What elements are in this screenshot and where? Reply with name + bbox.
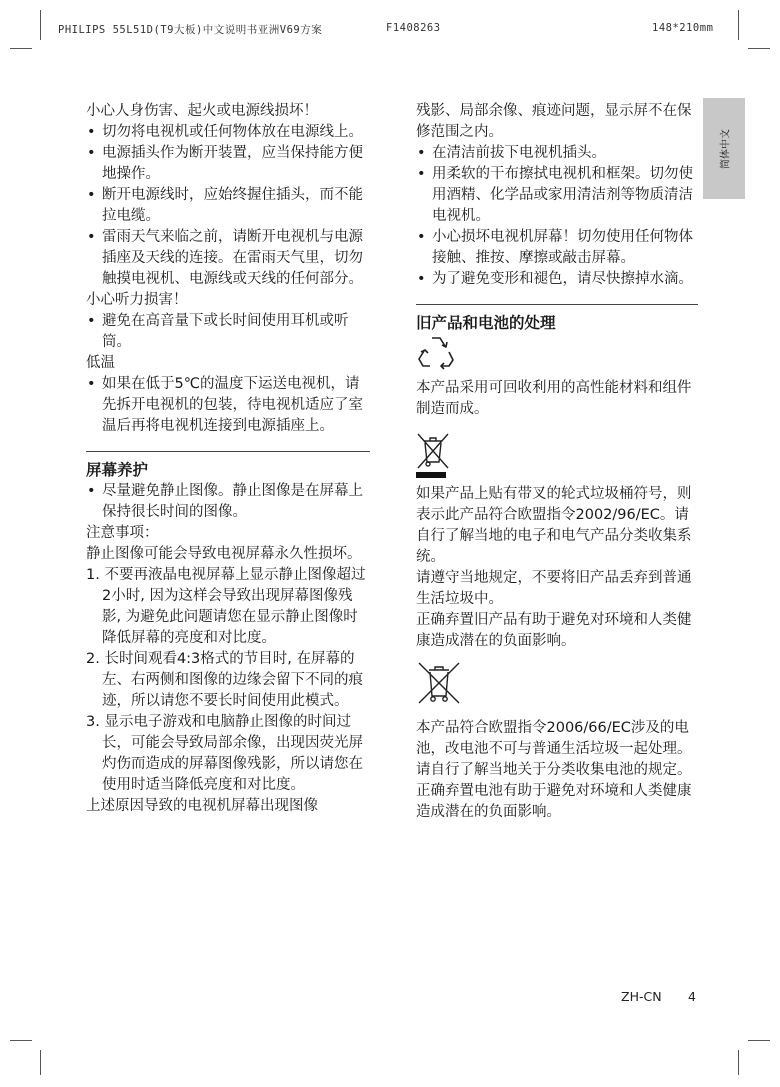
list-item: • 雷雨天气来临之前，请断开电视机与电源插座及天线的连接。在雷雨天气里，切勿触摸电视机、电源线或天线的任何部分。 — [86, 227, 370, 290]
crop-mark-bottom-left — [40, 1050, 41, 1075]
side-tab-label: 简体中文 — [720, 128, 732, 169]
crop-mark-bottom-right — [738, 1050, 739, 1075]
screen-care-heading: 屏幕养护 — [86, 461, 149, 479]
list-item: • 尽量避免静止图像。静止图像是在屏幕上保持很长时间的图像。 — [86, 481, 370, 523]
weee-text: 请遵守当地规定，不要将旧产品丢弃到普通生活垃圾中。 — [416, 570, 692, 607]
recycle-icon — [416, 334, 456, 370]
recycle-text: 本产品采用可回收利用的高性能材料和组件制造而成。 — [416, 380, 692, 417]
list-item: • 电源插头作为断开装置，应当保持能方便地操作。 — [86, 143, 370, 185]
crossed-bin-icon — [416, 432, 450, 478]
header-doc-title: PHILIPS 55L51D(T9大板)中文说明书亚洲V69方案 — [58, 24, 323, 36]
footer-language: ZH-CN — [621, 989, 662, 1004]
list-item: • 用柔软的干布擦拭电视机和框架。切勿使用酒精、化学品或家用清洁剂等物质清洁电视机。 — [416, 164, 698, 227]
note-title: 注意事项： — [86, 525, 159, 541]
battery-text: 本产品符合欧盟指令2006/66/EC涉及的电池，改电池不可与普通生活垃圾一起处理。 — [416, 720, 692, 757]
list-item: • 在清洁前拔下电视机插头。 — [416, 143, 698, 164]
section-divider — [416, 304, 698, 305]
weee-text: 如果产品上贴有带叉的轮式垃圾桶符号，则表示此产品符合欧盟指令2002/96/EC。请自行了解当地的电子和电气产品分类收集系统。 — [416, 486, 692, 565]
language-side-tab — [703, 98, 745, 199]
continuation-text: 残影、局部余像、痕迹问题，显示屏不在保修范围之内。 — [416, 103, 692, 140]
battery-bin-icon — [416, 660, 462, 706]
crop-mark-top-right — [738, 10, 739, 40]
section-divider — [86, 451, 370, 452]
crop-mark-right-upper — [748, 48, 770, 49]
list-item: • 断开电源线时，应始终握住插头，而不能拉电缆。 — [86, 185, 370, 227]
low-temp-title: 低温 — [86, 355, 115, 371]
crop-mark-right-lower — [748, 1040, 770, 1041]
header-code: F1408263 — [386, 22, 441, 34]
numbered-item: 2. 长时间观看4:3格式的节目时, 在屏幕的左、右两侧和图像的边缘会留下不同的痕迹，所以请您不要长时间使用此模式。 — [86, 651, 363, 709]
numbered-item: 3. 显示电子游戏和电脑静止图像的时间过长，可能会导致局部余像，出现因荧光屏灼伤而造成的屏幕图像残影，所以请您在使用时适当降低亮度和对比度。 — [86, 714, 363, 793]
numbered-item: 1. 不要再液晶电视屏幕上显示静止图像超过2小时, 因为这样会导致出现屏幕图像残影, 为避免此问题请您在显示静止图像时降低屏幕的亮度和对比度。 — [86, 567, 366, 646]
page-number: 4 — [688, 989, 696, 1004]
weee-text: 正确弃置旧产品有助于避免对环境和人类健康造成潜在的负面影响。 — [416, 612, 692, 649]
battery-text: 请自行了解当地关于分类收集电池的规定。正确弃置电池有助于避免对环境和人类健康造成潜在的负面影响。 — [416, 762, 692, 820]
list-item: • 小心损坏电视机屏幕！切勿使用任何物体接触、推按、摩擦或敲击屏幕。 — [416, 227, 698, 269]
crop-mark-left-upper — [10, 48, 32, 49]
safety-title: 小心人身伤害、起火或电源线损坏！ — [86, 103, 318, 119]
crop-mark-top-left — [40, 10, 41, 40]
list-item: • 切勿将电视机或任何物体放在电源线上。 — [86, 122, 370, 143]
note-intro: 静止图像可能会导致电视屏幕永久性损坏。 — [86, 546, 362, 562]
closing-text: 上述原因导致的电视机屏幕出现图像 — [86, 798, 318, 814]
left-column — [86, 101, 370, 817]
list-item: • 如果在低于5℃的温度下运送电视机，请先拆开电视机的包装，待电视机适应了室温后再将电视机连接到电源插座上。 — [86, 374, 370, 437]
list-item: • 避免在高音量下或长时间使用耳机或听筒。 — [86, 311, 370, 353]
header-size: 148*210mm — [652, 22, 714, 34]
disposal-heading: 旧产品和电池的处理 — [416, 314, 556, 332]
right-column — [416, 101, 698, 823]
crop-mark-left-lower — [10, 1040, 32, 1041]
hearing-title: 小心听力损害！ — [86, 292, 188, 308]
list-item: • 为了避免变形和褪色，请尽快擦掉水滴。 — [416, 269, 698, 290]
